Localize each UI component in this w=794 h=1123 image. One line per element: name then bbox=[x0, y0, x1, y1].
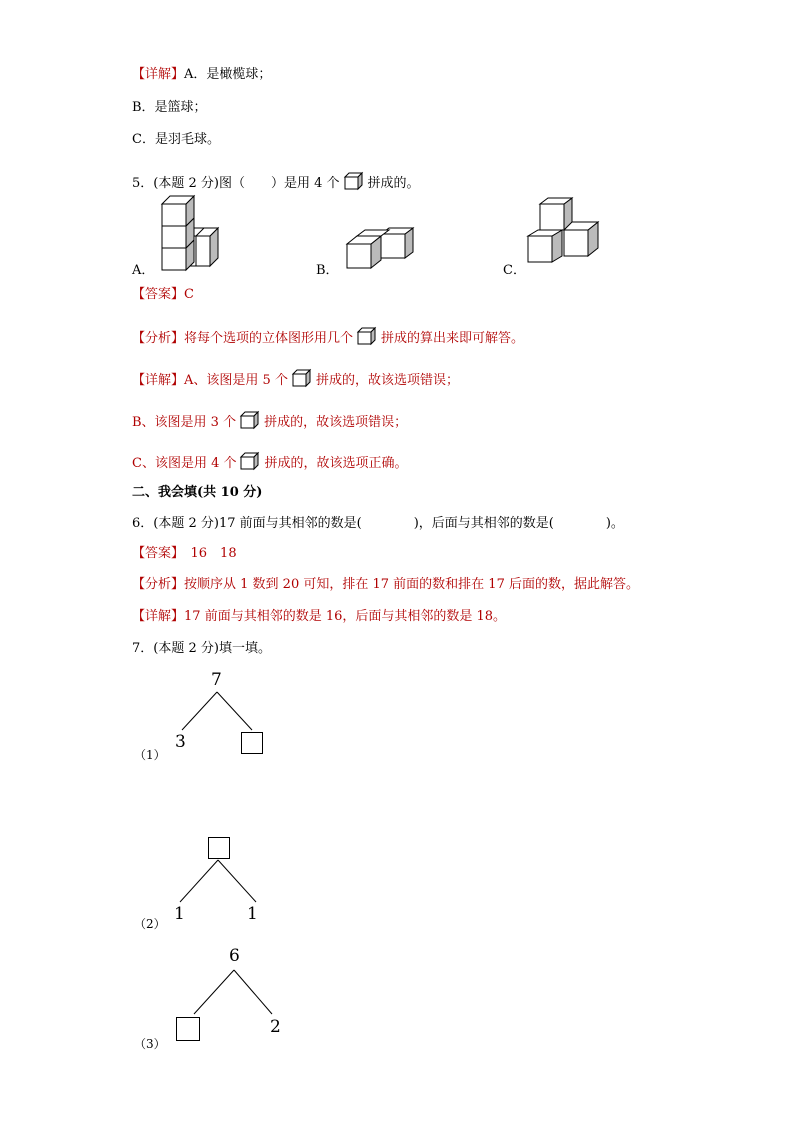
tree-top-number: 7 bbox=[211, 670, 222, 690]
tree-branches bbox=[180, 690, 270, 735]
q7-stem: 7．(本题 2 分)填一填。 bbox=[132, 641, 271, 656]
q5-detail-b-before: B、该图是用 3 个 bbox=[132, 415, 237, 430]
q5-analysis-after: 拼成的算出来即可解答。 bbox=[381, 331, 525, 346]
q5-analysis bbox=[132, 327, 524, 347]
cube-icon bbox=[292, 369, 312, 387]
q6-answer bbox=[132, 546, 237, 562]
tree-right-number: 2 bbox=[270, 1017, 281, 1037]
analysis-tag: 【分析】 bbox=[132, 577, 185, 592]
q4-detail-b: B．是篮球； bbox=[132, 100, 207, 115]
answer-tag: 【答案】 bbox=[132, 287, 185, 302]
q5-detail-a-after: 拼成的，故该选项错误； bbox=[315, 373, 459, 388]
cube-icon bbox=[240, 411, 260, 429]
detail-tag: 【详解】 bbox=[132, 373, 185, 388]
q5-analysis-before: 将每个选项的立体图形用几个 bbox=[184, 331, 354, 346]
answer-tag: 【答案】 bbox=[132, 546, 178, 561]
answer-box[interactable] bbox=[241, 732, 263, 754]
option-c-label: C． bbox=[503, 263, 526, 278]
option-a-label: A． bbox=[132, 263, 155, 278]
q6-analysis-text: 按顺序从 1 数到 20 可知，排在 17 前面的数和排在 17 后面的数，据此解答。 bbox=[184, 577, 639, 592]
q6-detail-text: 17 前面与其相邻的数是 16，后面与其相邻的数是 18。 bbox=[184, 609, 507, 624]
q6-stem: 6．(本题 2 分)17 前面与其相邻的数是( )，后面与其相邻的数是( )。 bbox=[132, 516, 624, 531]
cube-icon bbox=[240, 452, 260, 470]
tree-label: （2） bbox=[134, 917, 166, 931]
analysis-tag: 【分析】 bbox=[132, 331, 185, 346]
q5-stem-before: 5．(本题 2 分)图（ ）是用 4 个 bbox=[132, 176, 340, 191]
q5-stem-after: 拼成的。 bbox=[367, 176, 420, 191]
q5-detail-a-before: A、该图是用 5 个 bbox=[184, 373, 288, 388]
q6-answer-value: 16 18 bbox=[177, 546, 237, 561]
tree-left-number: 3 bbox=[175, 732, 186, 752]
q5-detail-a bbox=[132, 369, 459, 389]
option-c-figure bbox=[526, 200, 602, 264]
tree-right-number: 1 bbox=[247, 904, 258, 924]
q4-detail-a-text: A．是橄榄球； bbox=[184, 67, 272, 82]
option-b-figure bbox=[345, 230, 417, 270]
tree-label: （1） bbox=[134, 748, 166, 762]
section-heading: 二、我会填(共 10 分) bbox=[132, 485, 263, 500]
tree-branches bbox=[176, 858, 266, 904]
cube-icon bbox=[344, 172, 364, 190]
q5-detail-c bbox=[132, 452, 408, 472]
q5-answer bbox=[132, 287, 194, 303]
q5-detail-c-before: C、该图是用 4 个 bbox=[132, 456, 237, 471]
tree-label: （3） bbox=[134, 1037, 166, 1051]
q4-detail-a bbox=[132, 67, 271, 83]
q5-detail-b bbox=[132, 411, 407, 431]
q5-stem bbox=[132, 172, 420, 192]
option-b-label: B． bbox=[316, 263, 339, 278]
cube-icon bbox=[357, 327, 377, 345]
detail-tag: 【详解】 bbox=[132, 609, 185, 624]
answer-box[interactable] bbox=[208, 837, 230, 859]
q5-detail-b-after: 拼成的，故该选项错误； bbox=[264, 415, 408, 430]
tree-left-number: 1 bbox=[174, 904, 185, 924]
tree-branches bbox=[190, 968, 280, 1018]
q5-answer-value: C bbox=[184, 287, 194, 302]
detail-tag: 【详解】 bbox=[132, 67, 185, 82]
q6-analysis bbox=[132, 577, 639, 593]
q4-detail-c: C．是羽毛球。 bbox=[132, 132, 220, 147]
tree-top-number: 6 bbox=[229, 946, 240, 966]
q6-detail bbox=[132, 609, 506, 625]
option-a-figure bbox=[160, 200, 222, 272]
q5-detail-c-after: 拼成的，故该选项正确。 bbox=[264, 456, 408, 471]
answer-box[interactable] bbox=[176, 1017, 200, 1041]
